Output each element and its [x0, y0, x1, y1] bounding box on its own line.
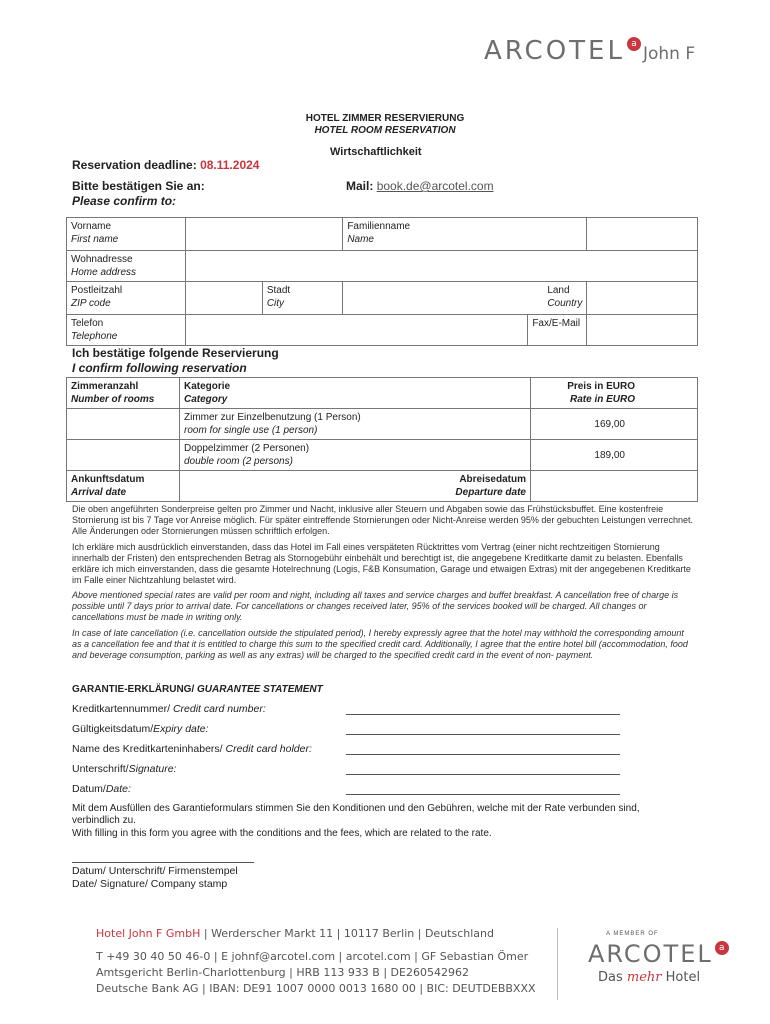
zip-input[interactable] [185, 282, 262, 315]
mail-label: Mail: [346, 179, 374, 193]
reservation-heading-de: Ich bestätige folgende Reservierung [72, 346, 279, 360]
table-row [67, 409, 698, 440]
room-price: 189,00 [531, 440, 698, 471]
departure-input[interactable] [531, 471, 698, 502]
confirm-label-en: Please confirm to: [72, 194, 177, 208]
signature-input[interactable] [346, 773, 620, 775]
footer-divider [557, 928, 558, 1000]
country-label-en: Country [547, 298, 583, 309]
fax-label: Fax/E-Mail [528, 315, 587, 346]
footer-brand-text: ARCOTEL [588, 940, 713, 968]
fax-input[interactable] [587, 315, 698, 346]
last-name-input[interactable] [587, 218, 698, 251]
footer-company-line [96, 927, 494, 940]
member-of-label: A MEMBER OF [606, 931, 659, 937]
stamp-label-en: Date/ Signature/ Company stamp [72, 878, 228, 890]
terms-en-1: Above mentioned special rates are valid per room and night, including all taxes and service charges and buffet breakfast. A cancellation free of charge is possible until 7 days prior to arrival date. For cancellations or changes received later, 95% of the services booked will be charged. All changes or cancellations must be made in writing only. [72, 590, 679, 622]
table-row [67, 440, 698, 471]
col-category-header: Kategorie Category [180, 378, 531, 409]
room-count-input[interactable] [67, 440, 180, 471]
confirm-mail [346, 179, 494, 193]
departure-label: Abreisedatum Departure date [180, 471, 531, 502]
confirm-label-de: Bitte bestätigen Sie an: [72, 179, 205, 193]
phone-label: Telefon Telephone [67, 315, 186, 346]
footer-badge-icon: a [715, 941, 729, 955]
logo-brand-text: ARCOTEL [484, 36, 625, 66]
arrival-label: Ankunftsdatum Arrival date [67, 471, 180, 502]
address-label: Wohnadresse Home address [67, 251, 186, 282]
credit-card-input[interactable] [346, 713, 620, 715]
agreement-en: With filling in this form you agree with the conditions and the fees, which are related to the rate. [72, 828, 492, 839]
address-input[interactable] [185, 251, 697, 282]
reservation-table [66, 377, 698, 502]
zip-label: Postleitzahl ZIP code [67, 282, 186, 315]
footer-address: | Werderscher Markt 11 | 10117 Berlin | Deutschland [200, 927, 494, 940]
room-category: Doppelzimmer (2 Personen) double room (2 persons) [180, 440, 531, 471]
room-price: 169,00 [531, 409, 698, 440]
footer-contact: T +49 30 40 50 46-0 | E johnf@arcotel.com | arcotel.com | GF Sebastian Ömer [96, 950, 529, 963]
room-category: Zimmer zur Einzelbenutzung (1 Person) room for single use (1 person) [180, 409, 531, 440]
logo-hotel-name: John F [642, 44, 696, 64]
terms-de-2: Ich erkläre mich ausdrücklich einverstanden, dass das Hotel im Fall eines verspäteten Rücktrittes vom Vertrag (einer nicht rechtzeitigen Stornierung innerhalb der Fristen) den entsprechenden Betrag als Stornogebühr einbehält und berechtigt ist, die angegebene Kreditkarte damit zu belasten. Ebenfalls erkläre ich mich einverstanden, dass die gesamte Hotelrechnung (Logis, F&B Konsumation, Garage und etwaigen Extras) mit der angegebenen Kreditkarte im Falle einer Nichtzahlung belastet wird. [72, 542, 691, 585]
date-label: Datum/Date: [72, 783, 131, 795]
first-name-input[interactable] [185, 218, 343, 251]
terms-de-1: Die oben angeführten Sonderpreise gelten pro Zimmer und Nacht, inklusive aller Steuern und Abgaben sowie das Frühstücksbuffet. Eine kostenfreie Stornierung ist bis 7 Tage vor Anreise möglich. Für später eintreffende Stornierungen oder Nicht-Anreise werden 95% der gebuchten Leistungen verrechnet. Alle Änderungen oder Stornierungen müssen schriftlich erfolgen. [72, 504, 694, 536]
terms-en-2: In case of late cancellation (i.e. cancellation outside the stipulated period), I hereby expressly agree that the hotel may withhold the corresponding amount as a cancellation fee and that it is entitled to charge this sum to the specified credit card. Additionally, I agree that the entire hotel bill (accommodation, food and beverage consumption, parking as well as any extras) will be charged to the specified credit card in the event of non- payment. [72, 628, 688, 660]
col-price-header: Preis in EURO Rate in EURO [531, 378, 698, 409]
footer-register: Amtsgericht Berlin-Charlottenburg | HRB 113 933 B | DE260542962 [96, 966, 469, 979]
card-holder-input[interactable] [346, 753, 620, 755]
mail-link[interactable]: book.de@arcotel.com [376, 179, 494, 193]
col-rooms-header: Zimmeranzahl Number of rooms [67, 378, 180, 409]
date-input[interactable] [346, 793, 620, 795]
reservation-deadline [72, 158, 259, 172]
guest-details-table [66, 217, 698, 346]
signature-label: Unterschrift/Signature: [72, 763, 177, 775]
deadline-date: 08.11.2024 [200, 158, 260, 172]
country-label-de: Land [547, 285, 570, 296]
footer-brand-logo [588, 940, 729, 968]
country-input[interactable] [587, 282, 698, 315]
city-label: Stadt City [262, 282, 343, 315]
guarantee-heading: GARANTIE-ERKLÄRUNG/ GUARANTEE STATEMENT [72, 684, 323, 695]
expiry-label: Gültigkeitsdatum/Expiry date: [72, 723, 209, 735]
deadline-label: Reservation deadline: [72, 158, 197, 172]
credit-card-label: Kreditkartennummer/ Credit card number: [72, 703, 266, 715]
city-input-country-label[interactable] [343, 282, 587, 315]
card-holder-label: Name des Kreditkarteninhabers/ Credit card holder: [72, 743, 312, 755]
group-name: Wirtschaftlichkeit [330, 146, 422, 158]
footer-company: Hotel John F GmbH [96, 927, 201, 940]
stamp-signature-line[interactable] [72, 862, 254, 863]
reservation-heading-en: I confirm following reservation [72, 361, 247, 375]
logo-badge-icon: a [627, 37, 641, 51]
brand-logo [484, 36, 695, 66]
form-title-de: HOTEL ZIMMER RESERVIERUNG [305, 113, 465, 124]
agreement-de: Mit dem Ausfüllen des Garantieformulars stimmen Sie den Konditionen und den Gebühren, welche mit der Rate verbunden sind, verbindlich zu. [72, 803, 640, 826]
expiry-input[interactable] [346, 733, 620, 735]
phone-input[interactable] [185, 315, 528, 346]
first-name-label: Vorname First name [67, 218, 186, 251]
room-count-input[interactable] [67, 409, 180, 440]
footer-tagline: Das mehr Hotel [598, 970, 701, 985]
stamp-label-de: Datum/ Unterschrift/ Firmenstempel [72, 865, 238, 877]
footer-bank: Deutsche Bank AG | IBAN: DE91 1007 0000 0013 1680 00 | BIC: DEUTDEBBXXX [96, 982, 536, 995]
form-title-en: HOTEL ROOM RESERVATION [314, 125, 456, 136]
last-name-label: Familienname Name [343, 218, 587, 251]
